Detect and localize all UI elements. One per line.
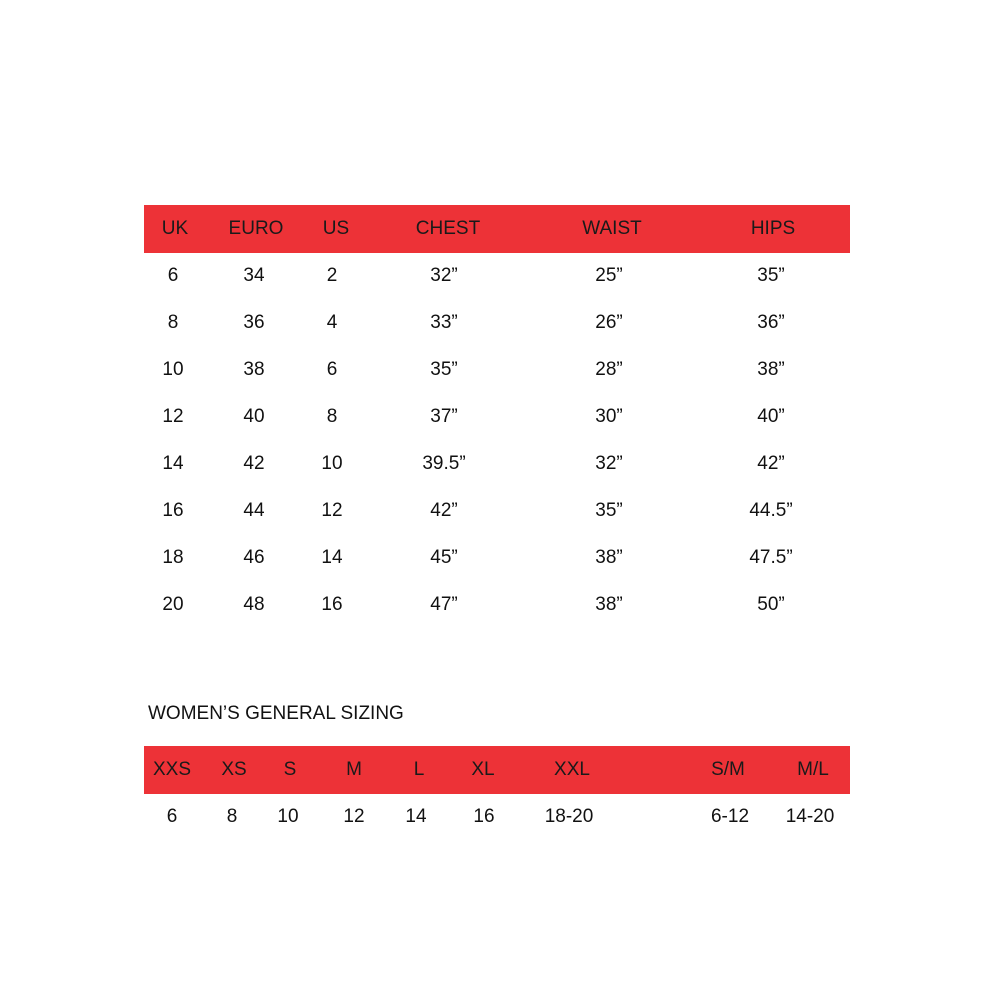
general-sizing-header-m: M (346, 759, 362, 780)
size-table-cell: 36” (757, 312, 785, 333)
size-table-cell: 28” (595, 359, 623, 380)
size-table-header-hips: HIPS (750, 218, 796, 239)
size-table-cell: 2 (326, 265, 338, 286)
size-table-cell: 8 (326, 406, 338, 427)
size-table-cell: 33” (430, 312, 458, 333)
size-table-cell: 38 (243, 359, 265, 380)
general-sizing-value: 6 (166, 806, 178, 827)
size-table-cell: 36 (243, 312, 265, 333)
size-table-cell: 39.5” (422, 453, 466, 474)
size-table-cell: 40 (243, 406, 265, 427)
general-sizing-value: 16 (473, 806, 495, 827)
general-sizing-header-s-m: S/M (711, 759, 745, 780)
size-table-cell: 10 (162, 359, 184, 380)
size-table-cell: 47” (430, 594, 458, 615)
size-table-cell: 46 (243, 547, 265, 568)
size-table-cell: 32” (595, 453, 623, 474)
general-sizing-header-xs: XS (221, 759, 247, 780)
size-table-cell: 6 (326, 359, 338, 380)
size-table-cell: 14 (162, 453, 184, 474)
general-sizing-header-xl: XL (471, 759, 495, 780)
general-sizing-header-xxl: XXL (554, 759, 590, 780)
general-sizing-value: 6-12 (710, 806, 750, 827)
size-table-cell: 47.5” (749, 547, 793, 568)
size-table-cell: 44.5” (749, 500, 793, 521)
size-table-cell: 10 (321, 453, 343, 474)
size-table-cell: 45” (430, 547, 458, 568)
size-table-header-waist: WAIST (582, 218, 642, 239)
size-table-cell: 37” (430, 406, 458, 427)
size-table-cell: 34 (243, 265, 265, 286)
size-table-cell: 16 (162, 500, 184, 521)
size-table-cell: 40” (757, 406, 785, 427)
general-sizing-header-m-l: M/L (797, 759, 829, 780)
general-sizing-header-xxs: XXS (152, 759, 192, 780)
size-table-cell: 14 (321, 547, 343, 568)
size-table-cell: 42 (243, 453, 265, 474)
size-table-header-chest: CHEST (415, 218, 481, 239)
size-table-cell: 44 (243, 500, 265, 521)
size-table-header-euro: EURO (228, 218, 284, 239)
general-sizing-header-s: S (283, 759, 297, 780)
size-table-header-us: US (322, 218, 350, 239)
general-sizing-value: 12 (343, 806, 365, 827)
size-table-cell: 30” (595, 406, 623, 427)
size-table-cell: 35” (595, 500, 623, 521)
size-table-cell: 42” (430, 500, 458, 521)
size-table-cell: 18 (162, 547, 184, 568)
general-sizing-header-l: L (413, 759, 425, 780)
size-table-cell: 38” (757, 359, 785, 380)
general-sizing-value: 18-20 (544, 806, 594, 827)
size-table-cell: 38” (595, 594, 623, 615)
general-sizing-value: 14-20 (785, 806, 835, 827)
size-table-cell: 48 (243, 594, 265, 615)
size-table-header-uk: UK (161, 218, 189, 239)
size-table-cell: 38” (595, 547, 623, 568)
size-table-cell: 35” (430, 359, 458, 380)
size-table-cell: 16 (321, 594, 343, 615)
general-sizing-value: 10 (277, 806, 299, 827)
size-table-cell: 12 (162, 406, 184, 427)
size-table-cell: 12 (321, 500, 343, 521)
size-table-cell: 25” (595, 265, 623, 286)
size-table-cell: 4 (326, 312, 338, 333)
general-sizing-value: 14 (405, 806, 427, 827)
size-table-cell: 20 (162, 594, 184, 615)
general-sizing-value: 8 (226, 806, 238, 827)
size-table-cell: 32” (430, 265, 458, 286)
size-table-cell: 6 (167, 265, 179, 286)
general-sizing-title: WOMEN’S GENERAL SIZING (148, 703, 404, 724)
size-table-cell: 26” (595, 312, 623, 333)
size-table-cell: 42” (757, 453, 785, 474)
size-table-cell: 35” (757, 265, 785, 286)
size-table-cell: 50” (757, 594, 785, 615)
size-table-cell: 8 (167, 312, 179, 333)
